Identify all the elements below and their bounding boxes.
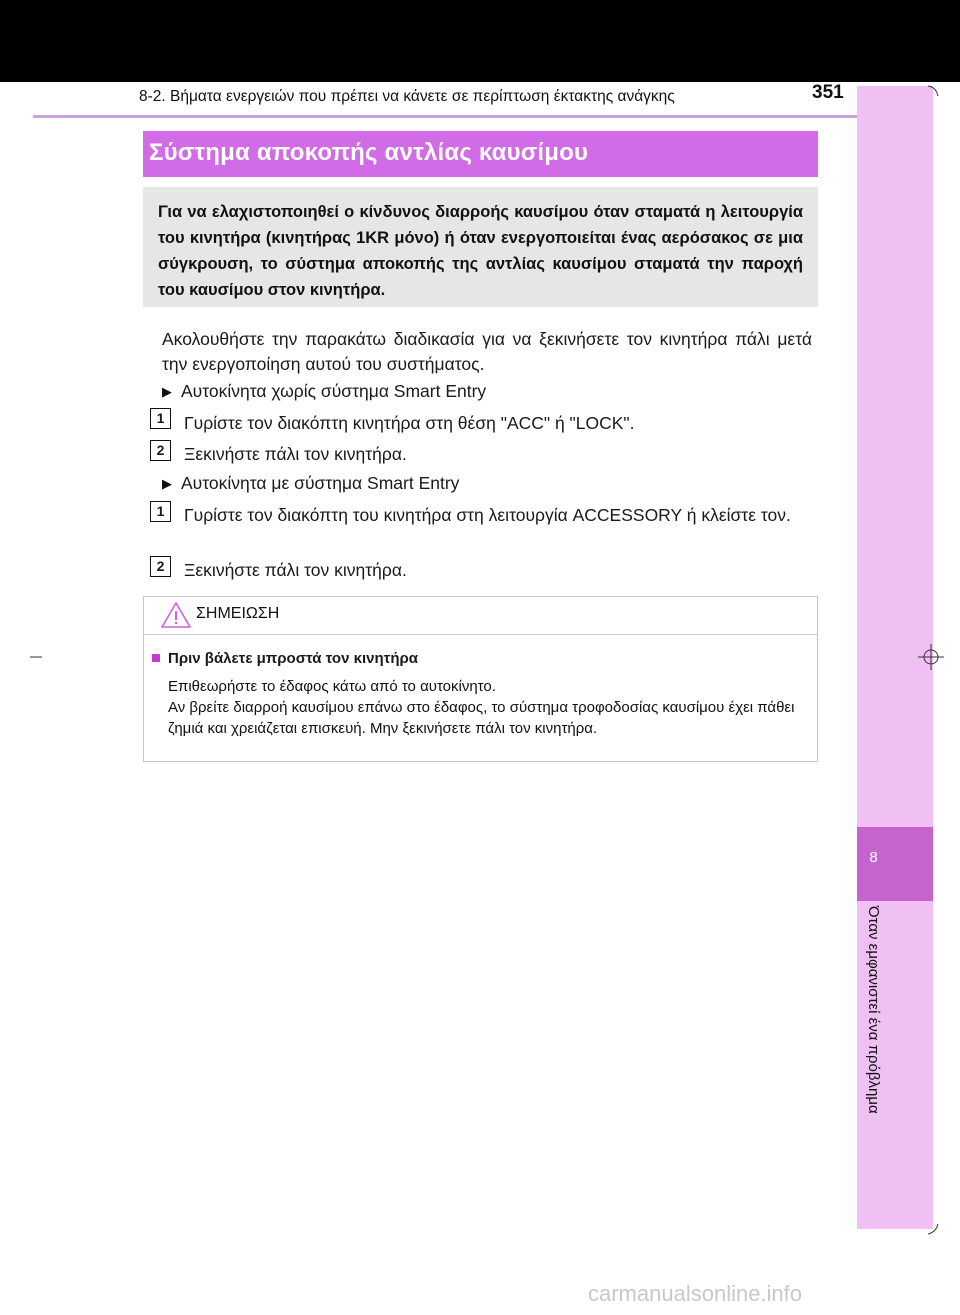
step-text: Ξεκινήστε πάλι τον κινητήρα. <box>184 560 407 580</box>
step-number-badge: 2 <box>150 440 171 461</box>
step-text: Γυρίστε τον διακόπτη κινητήρα στη θέση "ACC" ή "LOCK". <box>184 413 635 433</box>
note-header <box>144 597 817 635</box>
chapter-title: Όταν εμφανιστεί ένα πρόβλημα <box>865 906 882 1114</box>
procedure-heading <box>162 473 459 494</box>
crop-mark-icon <box>30 655 42 659</box>
note-body <box>168 676 808 739</box>
step-number-badge: 1 <box>150 501 171 522</box>
step-number-badge: 1 <box>150 408 171 429</box>
body-paragraph: Ακολουθήστε την παρακάτω διαδικασία για να ξεκινήσετε τον κινητήρα πάλι μετά την ενεργοποίηση αυτού του συστήματος. <box>162 329 812 374</box>
crop-mark-icon <box>926 84 940 98</box>
procedure-heading <box>162 381 486 402</box>
header-divider <box>33 115 931 118</box>
square-bullet-icon <box>152 654 160 662</box>
note-subheading-text: Πριν βάλετε μπροστά τον κινητήρα <box>168 650 418 667</box>
note-line: Επιθεωρήστε το έδαφος κάτω από το αυτοκίνητο. <box>168 678 496 695</box>
triangle-right-icon: ▶ <box>162 384 172 399</box>
intro-box <box>143 187 818 307</box>
section-title-bar <box>143 131 818 177</box>
registration-mark-icon <box>918 644 944 670</box>
intro-text: Για να ελαχιστοποιηθεί ο κίνδυνος διαρροής καυσίμου όταν σταματά η λειτουργία του κινητήρα (κινητήρας 1KR μόνο) ή όταν ενεργοποιείται ένας αερόσακος σε μια σύγκρουση, το σύστημα αποκοπής της αντλίας καυσίμου σταματά την παροχή του καυσίμου στον κινητήρα. <box>158 203 803 299</box>
page-number: 351 <box>812 82 844 103</box>
procedure-heading-text: Αυτοκίνητα με σύστημα Smart Entry <box>181 473 460 493</box>
top-black-band <box>0 0 960 82</box>
note-subheading <box>152 650 418 667</box>
crop-mark-icon <box>926 1222 940 1236</box>
step-number-badge: 2 <box>150 556 171 577</box>
triangle-right-icon: ▶ <box>162 476 172 491</box>
procedure-heading-text: Αυτοκίνητα χωρίς σύστημα Smart Entry <box>181 381 487 401</box>
chapter-number: 8 <box>869 849 878 866</box>
step-text: Ξεκινήστε πάλι τον κινητήρα. <box>184 444 407 464</box>
step-text: Γυρίστε τον διακόπτη του κινητήρα στη λειτουργία ACCESSORY ή κλείστε τον. <box>184 505 791 525</box>
note-label: ΣΗΜΕΙΩΣΗ <box>196 605 280 622</box>
chapter-box <box>857 827 933 901</box>
warning-triangle-icon <box>160 600 192 630</box>
section-title: Σύστημα αποκοπής αντλίας καυσίμου <box>149 139 589 166</box>
note-box <box>143 596 818 762</box>
watermark: carmanualsonline.info <box>588 1281 803 1306</box>
note-line: Αν βρείτε διαρροή καυσίμου επάνω στο έδαφος, το σύστημα τροφοδοσίας καυσίμου έχει πάθει ζημιά και χρειάζεται επισκευή. Μην ξεκινήσετε πάλι τον κινητήρα. <box>168 699 795 737</box>
breadcrumb: 8-2. Βήματα ενεργειών που πρέπει να κάνετε σε περίπτωση έκτακτης ανάγκης <box>139 88 675 105</box>
